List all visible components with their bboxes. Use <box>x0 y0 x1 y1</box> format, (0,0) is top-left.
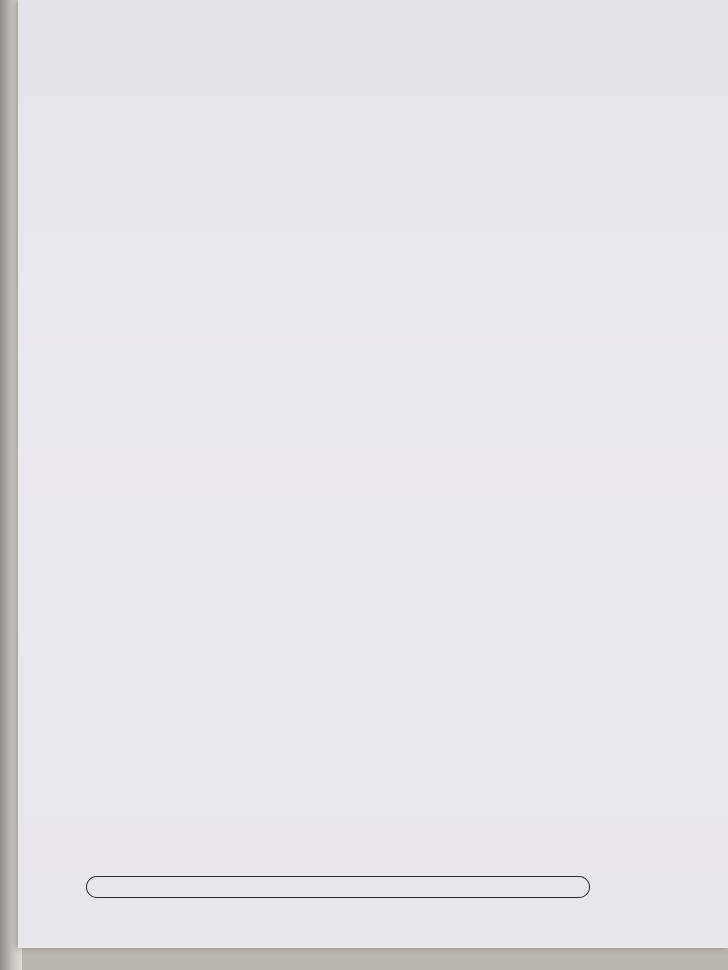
study-guide-notice <box>86 876 590 898</box>
